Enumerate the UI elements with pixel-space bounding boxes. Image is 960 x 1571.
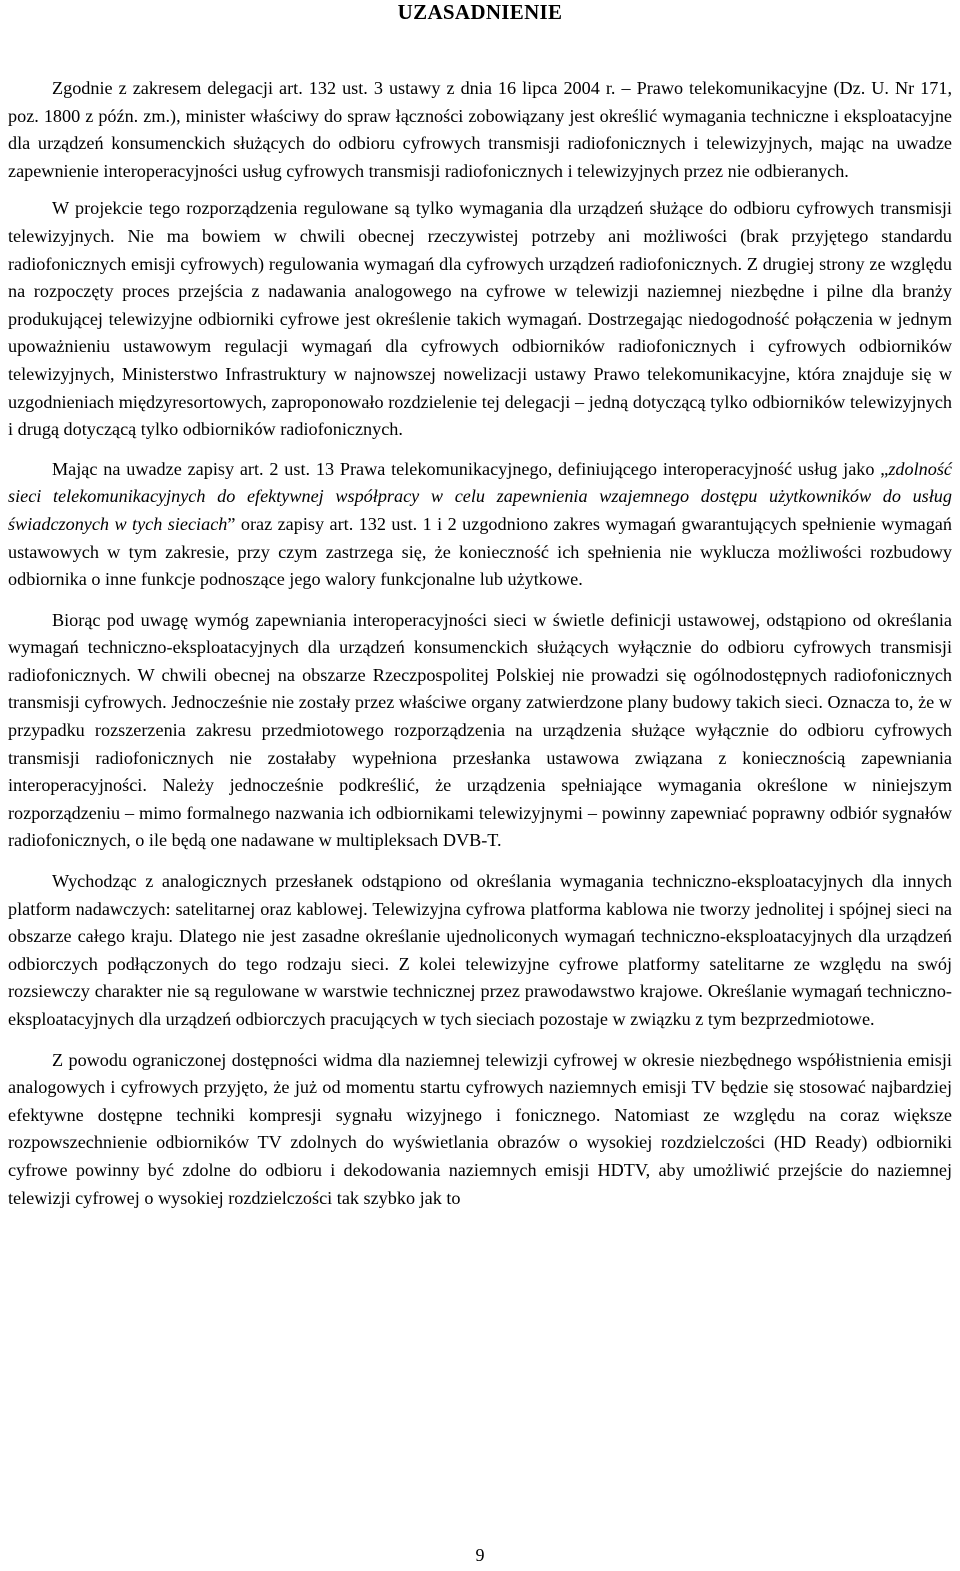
paragraph-interoperability-before: Mając na uwadze zapisy art. 2 ust. 13 Prawa telekomunikacyjnego, definiującego interoperacyjność usług jako „: [52, 458, 889, 479]
document-page: [8, 0, 952, 1212]
page-number: 9: [475, 1545, 485, 1565]
paragraph-interoperability-after: ” oraz zapisy art. 132 ust. 1 i 2 uzgodniono zakres wymagań gwarantujących spełnienie wymagań ustawowych w tym zakresie, przy czym zastrzega się, że konieczność ich spełnienia nie wyklucza możliwości rozbudowy odbiornika o inne funkcje podnoszące jego walory funkcjonalne lub użytkowe.: [8, 513, 952, 590]
document-title: UZASADNIENIE: [397, 0, 563, 24]
interoperability-definition-quote: zdolność sieci telekomunikacyjnych do efektywnej współpracy w celu zapewnienia wzajemnego dostępu użytkowników do usług świadczonych w tych sieciach: [8, 458, 952, 534]
paragraph-interoperability: [8, 456, 952, 594]
paragraph-radio-exclusion: Biorąc pod uwagę wymóg zapewniania interoperacyjności sieci w świetle definicji ustawowej, odstąpiono od określania wymagań techniczno-eksploatacyjnych dla urządzeń konsumenckich służących wyłącznie do odbioru cyfrowych transmisji radiofonicznych. W chwili obecnej na obszarze Rzeczpospolitej Polskiej nie prowadzi się ogólnodostępnych radiofonicznych transmisji cyfrowych. Jednocześnie nie zostały przez właściwe organy zatwierdzone plany budowy takich sieci. Oznacza to, że w przypadku rozszerzenia zakresu przedmiotowego rozporządzenia na urządzenia służące wyłącznie do odbioru cyfrowych transmisji radiofonicznych nie zostałaby wypełniona przesłanka ustawowa związana z koniecznością zapewniania interoperacyjności. Należy jednocześnie podkreślić, że urządzenia spełniające wymagania określone w niniejszym rozporządzeniu – mimo formalnego nazwania ich odbiornikami telewizyjnymi – powinny zapewniać poprawny odbiór sygnałów radiofonicznych, o ile będą one nadawane w multipleksach DVB-T.: [8, 609, 952, 851]
paragraph-compression: Z powodu ograniczonej dostępności widma dla naziemnej telewizji cyfrowej w okresie niezbędnego współistnienia emisji analogowych i cyfrowych przyjęto, że już od momentu startu cyfrowych naziemnych emisji TV będzie się stosować najbardziej efektywne dostępne techniki kompresji sygnału wizyjnego i fonicznego. Natomiast ze względu na coraz większe rozpowszechnienie odbiorników TV zdolnych do wyświetlania obrazów o wysokiej rozdzielczości (HD Ready) odbiorniki cyfrowe powinny być zdolne do odbioru i dekodowania naziemnych emisji HDTV, aby umożliwić przejście do naziemnej telewizji cyfrowej o wysokiej rozdzielczości tak szybko jak to: [8, 1049, 952, 1208]
paragraph-platforms: Wychodząc z analogicznych przesłanek odstąpiono od określania wymagania techniczno-eksploatacyjnych dla innych platform nadawczych: satelitarnej oraz kablowej. Telewizyjna cyfrowa platforma kablowa nie tworzy jednolitej i spójnej sieci na obszarze całego kraju. Dlatego nie jest zasadne określanie ujednoliconych wymagań techniczno-eksploatacyjnych dla urządzeń odbiorczych podłączonych do tego rodzaju sieci. Z kolei telewizyjne cyfrowe platformy satelitarne ze względu na swój rozsiewczy charakter nie są regulowane w warstwie technicznej przez prawodawstwo krajowe. Określanie wymagań techniczno-eksploatacyjnych dla urządzeń odbiorczych pracujących w tych sieciach pozostaje w związku z tym bezprzedmiotowe.: [8, 871, 952, 1029]
paragraph-scope: W projekcie tego rozporządzenia regulowane są tylko wymagania dla urządzeń służące do odbioru cyfrowych transmisji telewizyjnych. Nie ma bowiem w chwili obecnej rzeczywistej potrzeby ani możliwości (brak przyjętego standardu radiofonicznych emisji cyfrowych) regulowania wymagań dla cyfrowych urządzeń radiofonicznych. Z drugiej strony ze względu na rozpoczęty proces przejścia z nadawania analogowego na cyfrowe w telewizji naziemnej niezbędne i pilne dla branży produkującej telewizyjne odbiorniki cyfrowe jest określenie takich wymagań. Dostrzegając niedogodność połączenia w jednym upoważnieniu ustawowym regulacji wymagań dla cyfrowych odbiorników radiofonicznych i cyfrowych odbiorników telewizyjnych, Ministerstwo Infrastruktury w najnowszej nowelizacji ustawy Prawo telekomunikacyjne, która znajduje się w uzgodnieniach międzyresortowych, zaproponowało rozdzielenie tej delegacji – jedną dotyczącą tylko odbiorników telewizyjnych i drugą dotyczącą tylko odbiorników radiofonicznych.: [8, 198, 952, 440]
paragraph-delegation: Zgodnie z zakresem delegacji art. 132 ust. 3 ustawy z dnia 16 lipca 2004 r. – Prawo telekomunikacyjne (Dz. U. Nr 171, poz. 1800 z późn. zm.), minister właściwy do spraw łączności zobowiązany jest określić wymagania techniczne i eksploatacyjne dla urządzeń konsumenckich służących do odbioru cyfrowych transmisji radiofonicznych i telewizyjnych, mając na uwadze zapewnienie interoperacyjności usług cyfrowych transmisji radiofonicznych i telewizyjnych przez nie odbieranych.: [8, 78, 952, 181]
